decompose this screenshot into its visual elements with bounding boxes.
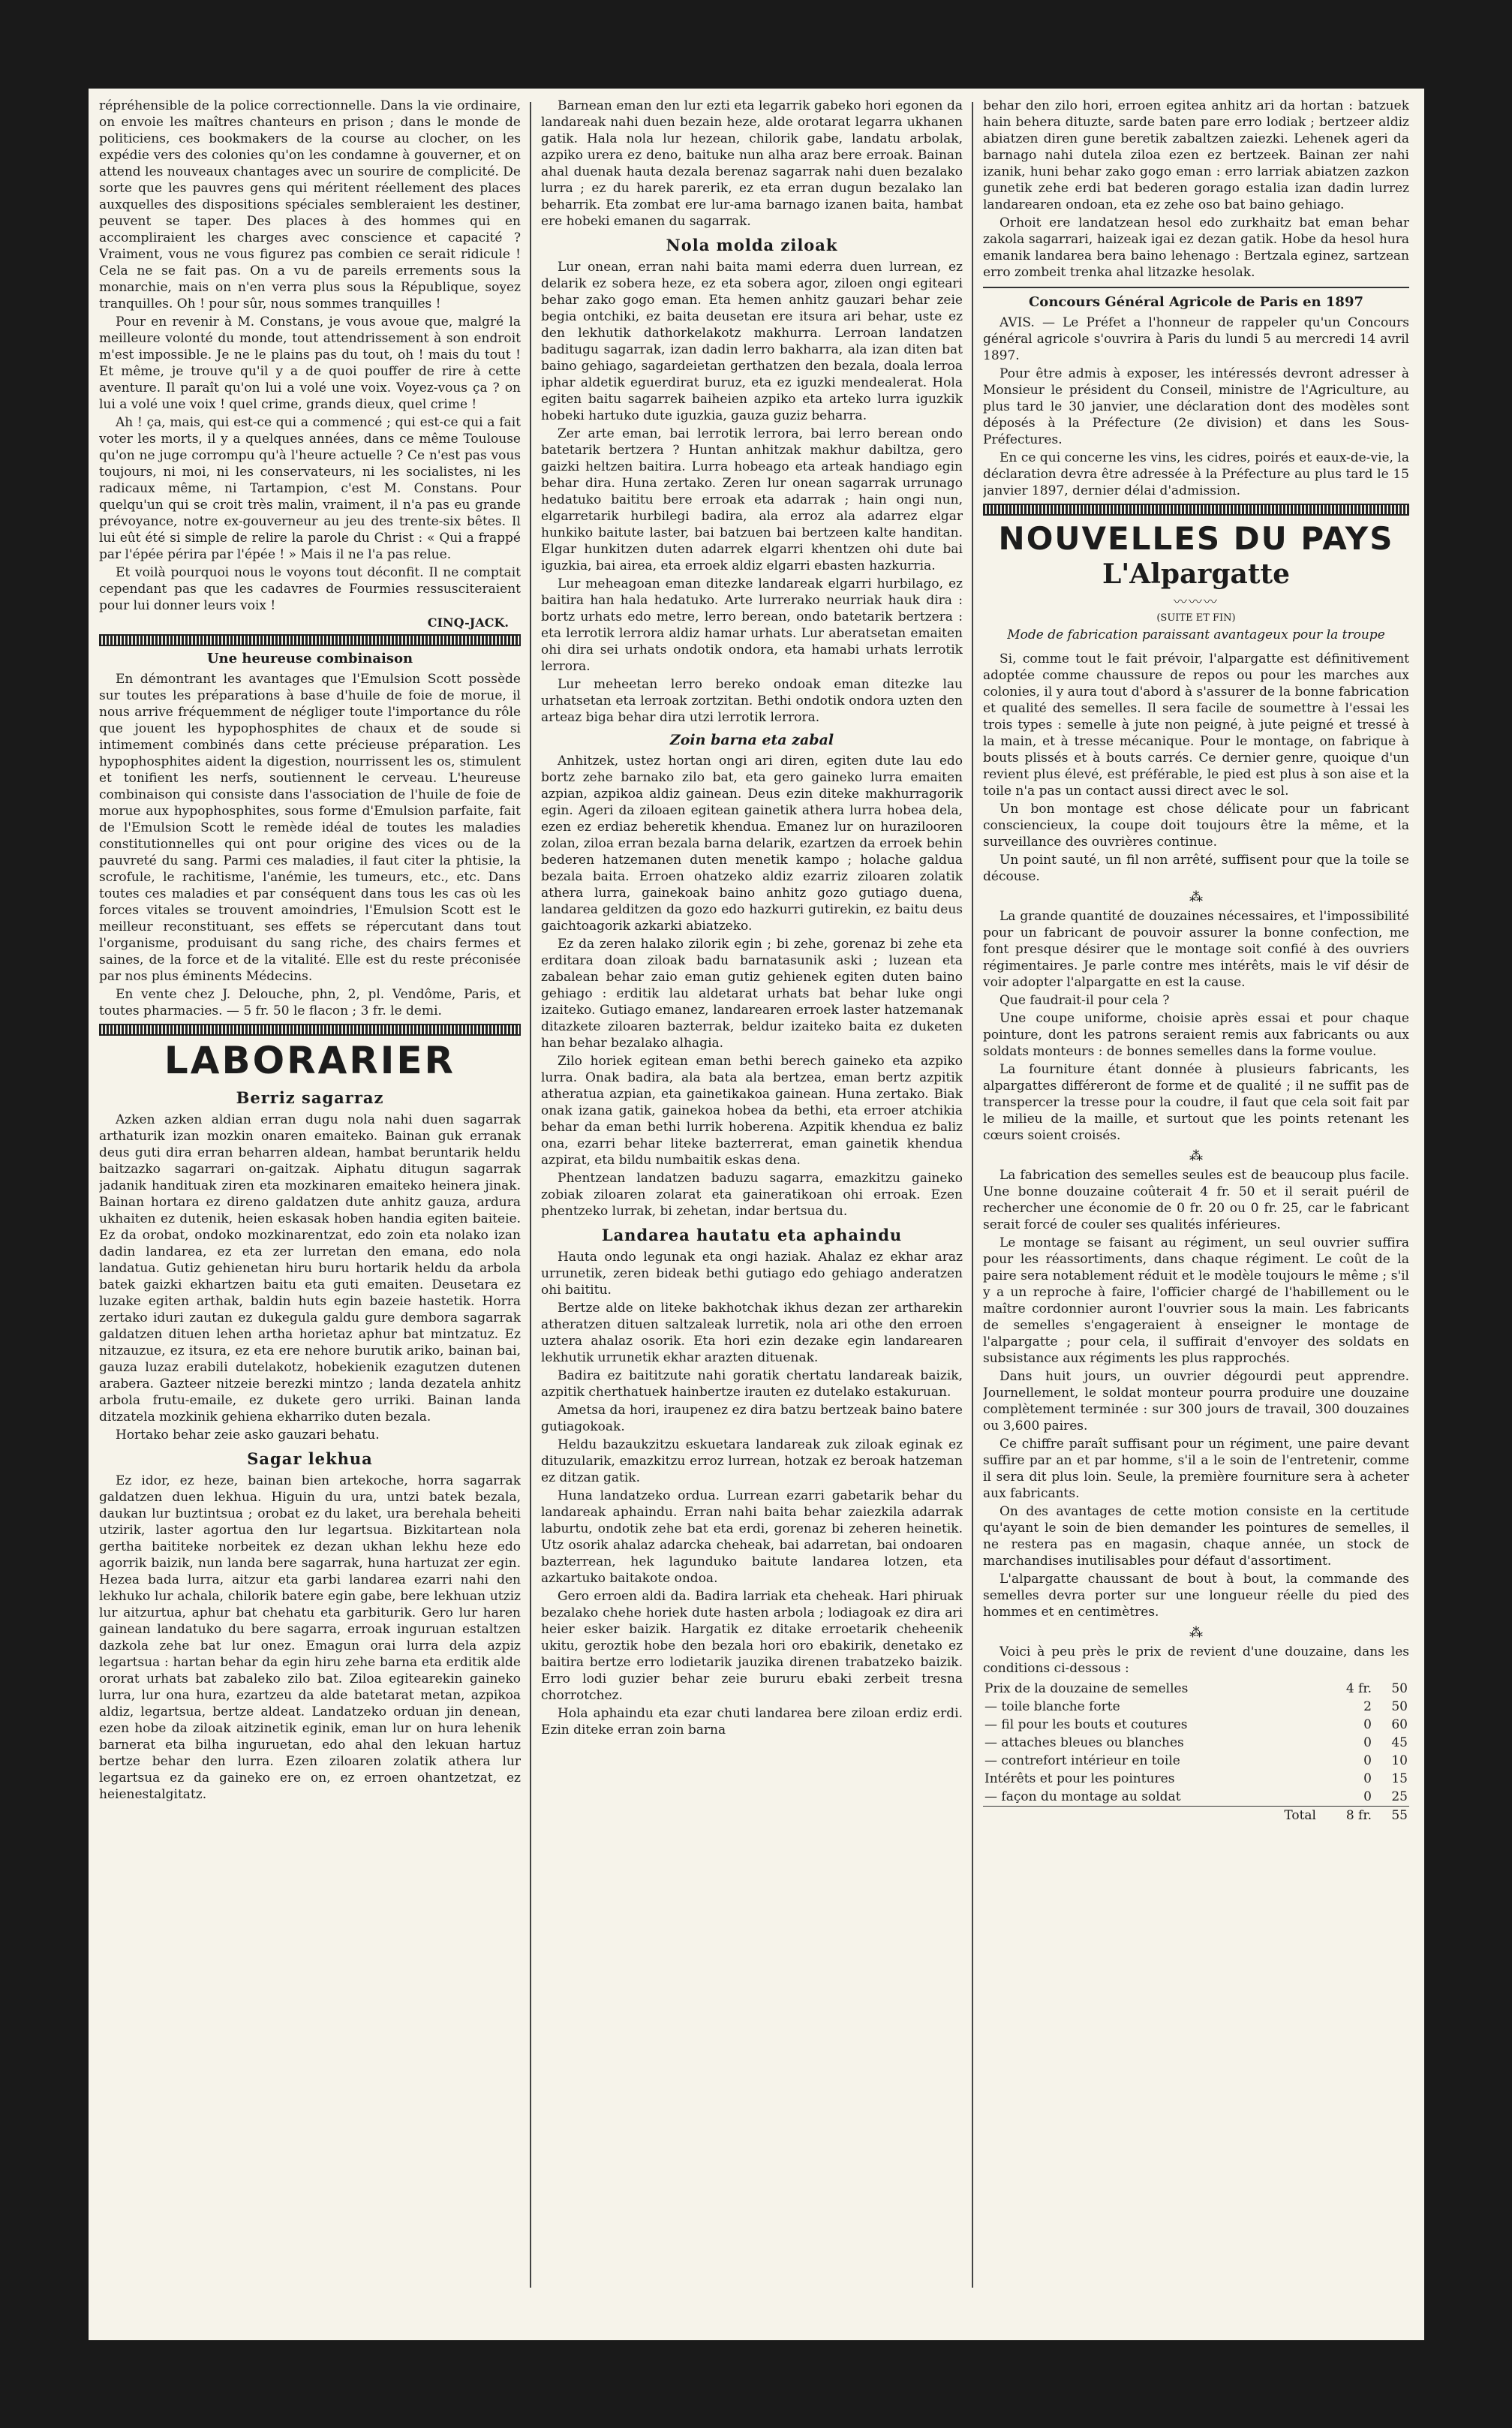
paragraph: AVIS. — Le Préfet a l'honneur de rappeler qu'un Concours général agricole s'ouvrira à Paris du lundi 5 au mercredi 14 avril 1897. xyxy=(983,315,1409,363)
paragraph: Azken azken aldian erran dugu nola nahi duen sagarrak arthaturik izan mozkin onaren emaiteko. Bainan guk erranak deus guti dira erran beharren aldean, hambat beruntarik heldu baitzazko sagarrari on-gaitzak. Aiphatu ditugun sagarrak jadanik handituak ziren eta mozkinaren emaiteko heinera jinak. Bainan hortara ez direno galdatzen dute anhitz gauza, ardura ukhaiten ez dutenik, heien eskasak hoben handia egiten baiteie. Ez da orobat, ondoko mozkinarentzat, edo zoin eta nolako izan dadin landarea, ez eta zer lurretan den emana, edo nola landatua. Gutiz gehienetan hiru buru hortarik heldu da arbola batek gaizki ekhartzen baitu eta guti emaiten. Deusetara ez luzake egiten arthak, baldin huts egin bazeie hastetik. Horra zertako iduri zautan ez dukegula galdu gure dembora sagarrak galdatzen dituen lehen artha horietaz aphur bat mintzatuz. Ez nitzauzue, ez itsura, ez eta ere nehore burutik ariko, bainan bai, gauza luzaz erabili dutelakotz, hobekienik ezagutzen dutenen arabera. Gazteer nitzeie berezki mintzo ; landa dezatela anhitz arbola frutu-emaile, ez dukete gero urriki. Bainan landa ditzatela mozkinik gehiena ekharriko duten bezala. xyxy=(99,1112,521,1425)
paragraph: Voici à peu près le prix de revient d'une douzaine, dans les conditions ci-dessous : xyxy=(983,1644,1409,1676)
paragraph: Anhitzek, ustez hortan ongi ari diren, egiten dute lau edo bortz zehe barnako zilo bat, eta gero gaineko lurra emaiten azpian, azpikoa aldiz gainean. Deus ezin diteke makhurragorik egin. Ageri da ziloaen egitean gainetik athera lurra hobea dela, ezen ez erdiaz beheretik khendua. Emanez lur on hurazilooren zolan, ziloa erran bezala barna delarik, ezartzen da erroek behin bederen hatzemanen duten menetik kampo ; holache galdua bezala baita. Erroen ohatzeko aldiz ezarriz ziloaren zolatik athera lurra, gainekoak baino anhitz gozo gutiago duena, landarea gelditzen da gozo edo hazkurri gutirekin, ez baitu deus gaichtoagorik azkarki abiatzeko. xyxy=(541,754,963,934)
paragraph: Le montage se faisant au régiment, un seul ouvrier suffira pour les réassortiments, dans chaque régiment. Le coût de la paire sera notablement réduit et le modèle toujours le même ; s'il y a un reproche à faire, l'officier chargé de l'habillement ou le maître cordonnier auront l'ouvrier sous la main. Les fabricants de semelles s'engageraient à enseigner le montage de l'alpargatte ; pour cela, il suffirait d'envoyer des soldats en subsistance aux régiments les plus rapprochés. xyxy=(983,1235,1409,1366)
column-2 xyxy=(541,98,963,1740)
price-francs: 2 xyxy=(1363,1699,1372,1714)
price-centimes: 25 xyxy=(1391,1789,1408,1804)
ornamental-rule xyxy=(99,1024,521,1036)
price-francs: 4 fr. xyxy=(1345,1681,1372,1696)
price-centimes: 45 xyxy=(1391,1735,1408,1750)
paragraph: Ez da zeren halako zilorik egin ; bi zehe, gorenaz bi zehe eta erditara doan ziloak badu barnatasunik aski ; luzean eta zabalean behar zaio eman gutiz gehienek egiten duten baino gehiago : erditik lau aldetarat urhats bat behar luke ongi izaiteko. Gutiago emanez, landarearen erroek laster hatzemanak ditazkete ziloaren bazterrak, beldur izaiteko baita ez duketen han behar bezalako alhagia. xyxy=(541,937,963,1051)
paragraph: Ez idor, ez heze, bainan bien artekoche, horra sagarrak galdatzen duen lekhua. Higuin du ura, untzi batek bezala, daukan lur buztintsua ; orobat ez du laket, ura berehala beheiti utzirik, laster agortua den lur legartsua. Bizkitartean nola gertha baititeke norbeitek ez dezan ukhan lekhu heze edo agorrik baizik, nun landa bere sagarrak, huna hartuzat zer egin. Hezea bada lurra, aitzur eta garbi landarea ezarri nahi den lekhuko lur achala, chilorik batere egin gabe, bere lekhuan utziz lur aitzurtua, aphur bat chehatu eta garbiturik. Gero lur haren gainean landatuko du bere sagarra, erroak inguruan estaltzen dazkola zehe bat lur onez. Emagun orai lurra dela azpiz legartsua : hartan behar da egin hiru zehe barna eta erditik alde ororat urhats bat zabaleko zilo bat. Ziloa egitearekin gaineko lurra, lur ona hura, ezartzeu da alde batetarat metan, azpikoa aldiz, legartsua, bertze aldeat. Landatzeko orduan jin denean, ezen hobe da ziloak aitzinetik eginik, eman lur on hura lehenik barnerat eta bilha inguruetan, edo ahal den lekuan hartuz bertze behar den lurra. Ezen ziloaren zolatik athera lur legartsua ez da gaineko ere on, ez erroen ohantzetzat, ez heienestalgitatz. xyxy=(99,1473,521,1802)
column-rule xyxy=(972,102,973,2288)
paragraph: Et voilà pourquoi nous le voyons tout déconfit. Il ne comptait cependant pas que les cadavres de Fourmies ressusciteraient pour lui donner leurs voix ! xyxy=(99,565,521,613)
price-label: — attaches bleues ou blanches xyxy=(984,1735,1184,1750)
price-label: — contrefort intérieur en toile xyxy=(984,1753,1180,1768)
section-banner: NOUVELLES DU PAYS xyxy=(998,520,1394,557)
price-table xyxy=(983,1680,1409,1825)
price-label: Prix de la douzaine de semelles xyxy=(984,1681,1189,1696)
table-row-total xyxy=(983,1807,1409,1825)
table-row xyxy=(983,1680,1409,1698)
price-centimes: 60 xyxy=(1391,1717,1408,1732)
paragraph: Hola aphaindu eta ezar chuti landarea bere ziloan erdiz erdi. Ezin diteke erran zoin barna xyxy=(541,1706,963,1738)
paragraph: Huna landatzeko ordua. Lurrean ezarri gabetarik behar du landareak aphaindu. Erran nahi baita behar zaiezkila adarrak laburtu, ondotik zehe bat eta erdi, gorenaz bi zeheren heinetik. Utz osorik ahalaz adarcka cheheak, bai adarretan, bai ondoaren bazterrean, hek lagunduko baitute landarea lotzen, eta azkartuko baitakote ondoa. xyxy=(541,1488,963,1586)
article-heading: Concours Général Agricole de Paris en 1897 xyxy=(1028,294,1363,310)
paragraph: L'alpargatte chaussant de bout à bout, la commande des semelles devra porter sur une longueur réelle du pied des hommes et en centimètres. xyxy=(983,1572,1409,1620)
price-label: — façon du montage au soldat xyxy=(984,1789,1181,1804)
column-1 xyxy=(99,98,521,1804)
price-francs: 0 xyxy=(1363,1735,1372,1750)
price-centimes: 10 xyxy=(1391,1753,1408,1768)
divider xyxy=(983,287,1409,288)
table-row xyxy=(983,1716,1409,1734)
table-row xyxy=(983,1770,1409,1788)
price-centimes: 50 xyxy=(1391,1681,1408,1696)
paragraph: Hauta ondo legunak eta ongi haziak. Ahalaz ez ekhar araz urrunetik, zeren bideak bethi gutiago edo gehiago anderatzen ohi baititu. xyxy=(541,1250,963,1298)
paragraph: Ametsa da hori, iraupenez ez dira batzu bertzeak baino batere gutiagokoak. xyxy=(541,1403,963,1434)
price-label: — toile blanche forte xyxy=(984,1699,1120,1714)
paragraph: Gero erroen aldi da. Badira larriak eta cheheak. Hari phiruak bezalako chehe horiek dute hasten arbola ; lodiagoak ez dira ari heier esker baizik. Hargatik ez ditake erroetarik cheheenik ukitu, geroztik hobe den bezala hori oro ebakirik, denetako ez baitira bertze erro lodietarik jauzika direnen trabatzeko baizik. Erro lodi guzier behar zeie bururu ebaki zerbeit tresna chorrotchez. xyxy=(541,1589,963,1703)
paragraph: behar den zilo hori, erroen egitea anhitz ari da hortan : batzuek hain behera dituzte, sarde baten pare erro lodiak ; bertzeer aldiz abiatzen diren gune beretik zabaltzen zaiezki. Lehenek ageri da barnago nahi dutela ziloa ezen ez bertzeek. Bainan zer nahi izanik, huni behar zako gogo eman : erro larriak abiatzen zazkon gunetik zehe erdi bat bederen gorago estalia izan dadin lurrez landarearen ondoan, eta ez zehe oso bat baino gehiago. xyxy=(983,98,1409,212)
article-continuation-note: (SUITE ET FIN) xyxy=(1156,612,1236,624)
section-banner: LABORARIER xyxy=(164,1039,456,1082)
asterism: ⁂ xyxy=(1189,889,1203,905)
paragraph: En ce qui concerne les vins, les cidres, poirés et eaux-de-vie, la déclaration devra être adressée à la Préfecture au plus tard le 15 janvier 1897, dernier délai d'admission. xyxy=(983,450,1409,498)
article-heading: Zoin barna eta zabal xyxy=(669,732,834,748)
paragraph: Lur meheetan lerro bereko ondoak eman ditezke lau urhatsetan eta lerroak zortzitan. Bethi ondotik ondora uzten den arteaz biga behar dira utzi lerrotik lerrora. xyxy=(541,677,963,725)
paragraph: Dans huit jours, un ouvrier dégourdi peut apprendre. Journellement, le soldat monteur pourra produire une douzaine complètement terminée : sur 300 jours de travail, 300 douzaines ou 3,600 paires. xyxy=(983,1369,1409,1434)
column-rule xyxy=(530,102,531,2288)
ornament: 〰〰〰 xyxy=(1174,594,1219,610)
author-signature: CINQ-JACK. xyxy=(427,615,509,630)
price-francs: 8 fr. xyxy=(1345,1808,1372,1823)
paragraph: Que faudrait-il pour cela ? xyxy=(999,993,1170,1008)
article-heading: Berriz sagarraz xyxy=(236,1088,384,1107)
paragraph: Ah ! ça, mais, qui est-ce qui a commencé ; qui est-ce qui a fait voter les morts, il y a quelques années, dans ce même Toulouse qu'on ne juge corrompu qu'à l'heure actuelle ? Ce n'est pas vous toujours, ni moi, ni les conservateurs, ni les socialistes, ni les radicaux même, ni Tartampion, c'est M. Constans. Pour quelqu'un qui se croit très malin, vraiment, il n'a pas eu grande prévoyance, notre ex-gouverneur au jeu des trente-six bêtes. Il lui eût été si simple de relire la parole du Christ : « Qui a frappé par l'épée périra par l'épée ! » Mais il ne l'a pas relue. xyxy=(99,415,521,562)
price-centimes: 15 xyxy=(1391,1771,1408,1786)
article-heading: L'Alpargatte xyxy=(1102,558,1291,590)
ornamental-rule xyxy=(99,634,521,646)
paragraph: La grande quantité de douzaines nécessaires, et l'impossibilité pour un fabricant de pouvoir assurer la bonne confection, me font presque désirer que le montage soit confié à des ouvriers régimentaires. Je parle contre mes intérêts, mais le vif désir de voir adopter l'alpargatte en est la cause. xyxy=(983,909,1409,990)
paragraph: Un point sauté, un fil non arrêté, suffisent pour que la toile se découse. xyxy=(983,853,1409,884)
paragraph: Hortako behar zeie asko gauzari behatu. xyxy=(116,1428,380,1443)
paragraph: Lur meheagoan eman ditezke landareak elgarri hurbilago, ez baitira han hala hedatuko. Arte lurrerako neurriak hauk dira : bortz urhats edo metre, lerro berean, ondo batetarik bertzera : eta lerrotik lerrora aldiz hamar urhats. Lur aberatsetan emaiten ohi dira sei urhats ondotik ondora, eta hamabi urhats lerrotik lerrora. xyxy=(541,576,963,674)
table-row xyxy=(983,1734,1409,1752)
paragraph: La fourniture étant donnée à plusieurs fabricants, les alpargattes différeront de forme et de qualité ; il ne suffit pas de transpercer la tresse pour la coudre, il faut que cela soit fait par le milieu de la maille, et surtout que les points retenant les cœurs soient croisés. xyxy=(983,1062,1409,1143)
paragraph: Barnean eman den lur ezti eta legarrik gabeko hori egonen da landareak nahi duen bezain heze, alde orotarat legarra ukhanen gatik. Hala nola lur hezean, chilorik gabe, landatu arbolak, azpiko urera ez deno, baituke nun alha araz bere erroak. Bainan ahal duenak hauta dezala berenaz sagarrak nahi duen bezalako lurra ; ez du harek parerik, ez eta erran dugun bezalako lan beharrik. Eta zombat ere lur-ama barnago izanen baita, hambat ere hobeki emanen du sagarrak. xyxy=(541,98,963,229)
paragraph: La fabrication des semelles seules est de beaucoup plus facile. Une bonne douzaine coûterait 4 fr. 50 et il serait puéril de rechercher une économie de 0 fr. 20 ou 0 fr. 25, car le fabricant serait forcé de couler ses qualités inférieures. xyxy=(983,1168,1409,1232)
article-subtitle: Mode de fabrication paraissant avantageux pour la troupe xyxy=(1007,627,1385,642)
article-heading: Nola molda ziloak xyxy=(666,236,838,254)
paragraph: En vente chez J. Delouche, phn, 2, pl. Vendôme, Paris, et toutes pharmacies. — 5 fr. 50 le flacon ; 3 fr. le demi. xyxy=(99,987,521,1018)
table-row xyxy=(983,1788,1409,1807)
asterism: ⁂ xyxy=(1189,1148,1203,1164)
newspaper-page xyxy=(89,89,1424,2340)
paragraph: On des avantages de cette motion consiste en la certitude qu'ayant le soin de bien demander les pointures de semelles, il ne restera pas en magasin, chaque année, un stock de marchandises inutilisables pour défaut d'assortiment. xyxy=(983,1504,1409,1569)
paragraph: Pour être admis à exposer, les intéressés devront adresser à Monsieur le président du Conseil, ministre de l'Agriculture, au plus tard le 30 janvier, une déclaration dont des modèles sont déposés à la Préfecture (2e division) et dans les Sous-Préfectures. xyxy=(983,366,1409,447)
ornamental-rule xyxy=(983,504,1409,516)
paragraph: Un bon montage est chose délicate pour un fabricant consciencieux, la coupe doit toujours être la même, et la surveillance des ouvrières continue. xyxy=(983,802,1409,850)
paragraph: Badira ez baititzute nahi goratik chertatu landareak baizik, azpitik cherthatuek hainbertze irauten ez dutelako estakuruan. xyxy=(541,1368,963,1400)
paragraph: Orhoit ere landatzean hesol edo zurkhaitz bat eman behar zakola sagarrari, haizeak igai ez dezan gatik. Hobe da hesol hura emanik landarea bera baino lehenago : Bertzala eginez, sartzean erro zombeit trenka ahal litzazke hesolak. xyxy=(983,215,1409,280)
table-row xyxy=(983,1698,1409,1716)
paragraph: Pour en revenir à M. Constans, je vous avoue que, malgré la meilleure volonté du monde, tout attendrissement à son endroit m'est impossible. Je ne le plains pas du tout, oh ! mais du tout ! Et même, je trouve qu'il y a de quoi pouffer de rire à cette aventure. Il paraît qu'on lui a volé une voix. Voyez-vous ça ? on lui a volé une voix ! quel crime, grands dieux, quel crime ! xyxy=(99,314,521,412)
price-francs: 0 xyxy=(1363,1789,1372,1804)
paragraph: En démontrant les avantages que l'Emulsion Scott possède sur toutes les préparations à base d'huile de foie de morue, il nous arrive fréquemment de négliger toute l'importance du rôle que jouent les hypophosphites de chaux et de soude si intimement combinés dans cette précieuse préparation. Les hypophosphites aident la digestion, nourrissent les os, stimulent et tonifient les nerfs, soutiennent le cerveau. L'heureuse combinaison qui consiste dans l'association de l'huile de foie de morue aux hypophosphites, sous forme d'Emulsion parfaite, fait de l'Emulsion Scott le remède idéal de toutes les maladies constitutionnelles qui ont pour origine des vices ou de la pauvreté du sang. Parmi ces maladies, il faut citer la phtisie, la scrofule, le rachitisme, l'anémie, les tumeurs, etc., etc. Dans toutes ces maladies et par conséquent dans tous les cas où les forces vitales se trouvent amoindries, l'Emulsion Scott est le meilleur reconstituant, ses effets se répercutant dans tout l'organisme, produisant du sang riche, des chairs fermes et saines, de la force et de la vitalité. Elle est du reste préconisée par nos plus éminents Médecins. xyxy=(99,672,521,984)
price-centimes: 55 xyxy=(1391,1808,1408,1823)
column-3 xyxy=(983,98,1409,1825)
asterism: ⁂ xyxy=(1189,1625,1203,1641)
paragraph: Bertze alde on liteke bakhotchak ikhus dezan zer artharekin atheratzen dituen saltzaleak lurretik, nola ari othe den erroen uztera ahalaz osorik. Eta hori ezin dezake egin landarearen lekhutik urrunetik ekhar arazten dituenak. xyxy=(541,1301,963,1365)
paragraph: Zer arte eman, bai lerrotik lerrora, bai lerro berean ondo batetarik bertzera ? Huntan anhitzak makhur dabiltza, gero gaizki heltzen baitira. Lurra hobeago eta arteak handiago egin behar dira. Huna zertako. Zeren lur onean sagarrak urrunago hedatuko baititu bere erroak eta adarrak ; hain ongi nun, elgarretarik hurbilegi badira, ala erroz ala adarrez elgar hunkiko baitute laster, bai batzuen bai bertzeen kalte handitan. Elgar hunkitzen duten adarrek elgarri khentzen ohi dute bai iguzkia, bai airea, eta erroek aldiz elgarri ebasten hazkurria. xyxy=(541,426,963,573)
article-heading: Sagar lekhua xyxy=(247,1449,373,1468)
price-label: Intérêts et pour les pointures xyxy=(984,1771,1175,1786)
paragraph: Zilo horiek egitean eman bethi berech gaineko eta azpiko lurra. Onak badira, ala bata ala bertzea, eman bertz azpitik atheratua azpian, eta gainetikakoa gainean. Huna zertako. Biak onak izana gatik, gainekoa hobea da bethi, eta erroer atchikia behar da eman bethi lurrik hoberena. Azpitik khendua ez baliz ona, ezarri behar liteke bazterrerat, eman gainetik khendua azpirat, eta bildu numbaitik eskas dena. xyxy=(541,1054,963,1168)
paragraph: Ce chiffre paraît suffisant pour un régiment, une paire devant suffire par an et par homme, s'il a le soin de l'entretenir, comme il sera dit plus loin. Seule, la première fourniture sera à acheter aux fabricants. xyxy=(983,1437,1409,1501)
price-label: — fil pour les bouts et coutures xyxy=(984,1717,1188,1732)
price-francs: 0 xyxy=(1363,1771,1372,1786)
paragraph: Si, comme tout le fait prévoir, l'alpargatte est définitivement adoptée comme chaussure de repos ou pour les marches aux colonies, il y aura tout d'abord à s'assurer de la bonne fabrication et qualité des semelles. Il sera facile de soumettre à l'essai les trois types : semelle à jute non peigné, à jute peigné et tressé à la main, et à tresse mécanique. Pour le montage, on fabrique à bouts plissés et à bouts carrés. Ce dernier genre, quoique d'un revient plus élevé, est préférable, le pied est plus à son aise et la toile n'a pas un contact aussi direct avec le sol. xyxy=(983,651,1409,799)
price-label: Total xyxy=(1284,1808,1316,1823)
article-heading: Une heureuse combinaison xyxy=(206,651,413,666)
article-heading: Landarea hautatu eta aphaindu xyxy=(601,1226,903,1244)
paragraph: Heldu bazaukzitzu eskuetara landareak zuk ziloak eginak ez dituzularik, emazkitzu erroz lurrean, hotzak ez beroak hatzeman ez ditzan gatik. xyxy=(541,1437,963,1485)
paragraph: Une coupe uniforme, choisie après essai et pour chaque pointure, dont les patrons seraient remis aux fabricants ou aux soldats monteurs : de bonnes semelles dans la forme voulue. xyxy=(983,1011,1409,1059)
paragraph: Lur onean, erran nahi baita mami ederra duen lurrean, ez delarik ez sobera heze, ez eta sobera agor, ziloen ongi egiteari behar zako gogo eman. Eta hemen anhitz gauzari behar zeie begia ontchiki, ez baita deusetan ere itsura ari behar, uste ez den lekhutik dathorkelakotz makhurra. Lerroan landatzen baditugu sagarrak, izan dadin lerro bakharra, ala izan diten bat baino gehiago, sagardeietan gerthatzen den bezala, doala lerroa iphar aldetik eguerdirat buruz, eta ez iguzki mendealerat. Hola egiten baitu sagarrek baiheien azpiko eta arteko lurra iguzkik hobeki hartuko dute iguzkia, gauza guziz beharra. xyxy=(541,260,963,423)
paragraph: répréhensible de la police correctionnelle. Dans la vie ordinaire, on envoie les maîtres chanteurs en prison ; dans le monde de politiciens, ces bookmakers de la course au clocher, on les expédie vers des colonies qu'on les condamne à gouverner, et on attend les nouveaux chantages avec un sourire de complicité. De sorte que les pauvres gens qui méritent réellement des places auxquelles des dispositions spéciales sembleraient les destiner, peuvent se taper. Des places à des hommes qui en accompliraient les charges avec conscience et capacité ? Vraiment, vous ne vous figurez pas combien ce serait ridicule ! Cela ne se fait pas. On a vu de pareils errements sous la monarchie, mais on n'en verra plus sous la République, soyez tranquilles. Oh ! pour sûr, nous sommes tranquilles ! xyxy=(99,98,521,311)
paragraph: Phentzean landatzen baduzu sagarra, emazkitzu gaineko zobiak ziloaren zolarat eta gaineratikoan ohi erroak. Ezen phentzeko lurrak, bi zehetan, indar bertsua du. xyxy=(541,1171,963,1219)
price-francs: 0 xyxy=(1363,1717,1372,1732)
table-row xyxy=(983,1752,1409,1770)
price-francs: 0 xyxy=(1363,1753,1372,1768)
price-centimes: 50 xyxy=(1391,1699,1408,1714)
